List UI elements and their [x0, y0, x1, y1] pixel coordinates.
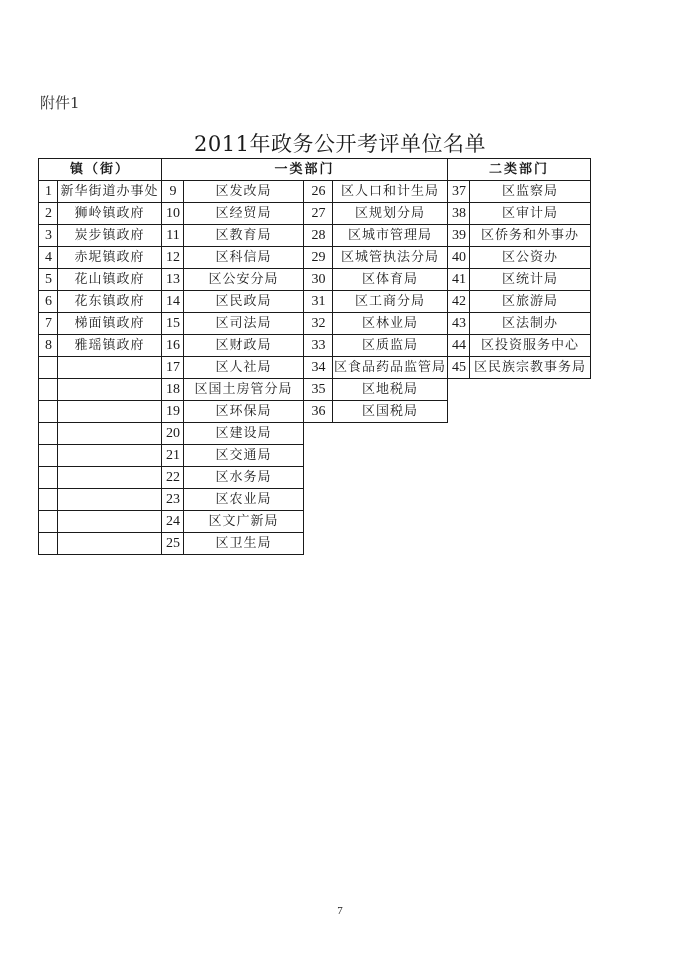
class1-number: 24	[162, 511, 184, 533]
class2-number: 40	[448, 247, 470, 269]
class1-number: 14	[162, 291, 184, 313]
empty-cell	[470, 379, 591, 401]
class1-number: 27	[304, 203, 333, 225]
class2-name: 区审计局	[470, 203, 591, 225]
town-name: 炭步镇政府	[58, 225, 162, 247]
table-row	[39, 379, 591, 401]
attachment-label: 附件1	[40, 94, 80, 112]
class1-name: 区体育局	[333, 269, 448, 291]
table-row	[39, 247, 591, 269]
class1-name: 区文广新局	[184, 511, 304, 533]
class1-number: 36	[304, 401, 333, 423]
class1-name: 区卫生局	[184, 533, 304, 555]
class1-name: 区公安分局	[184, 269, 304, 291]
table-row	[39, 533, 591, 555]
town-number: 6	[39, 291, 58, 313]
class1-name: 区国税局	[333, 401, 448, 423]
table-row	[39, 225, 591, 247]
empty-cell	[333, 533, 448, 555]
town-number: 8	[39, 335, 58, 357]
town-number-empty	[39, 357, 58, 379]
class1-number: 12	[162, 247, 184, 269]
table-row	[39, 489, 591, 511]
empty-cell	[470, 533, 591, 555]
empty-cell	[333, 511, 448, 533]
class2-number: 43	[448, 313, 470, 335]
town-name-empty	[58, 357, 162, 379]
class1-number: 35	[304, 379, 333, 401]
town-name-empty	[58, 445, 162, 467]
class1-number: 29	[304, 247, 333, 269]
class1-name: 区城管执法分局	[333, 247, 448, 269]
town-name-empty	[58, 467, 162, 489]
class1-name: 区环保局	[184, 401, 304, 423]
table-row	[39, 511, 591, 533]
class2-name: 区投资服务中心	[470, 335, 591, 357]
town-number: 7	[39, 313, 58, 335]
class1-number: 16	[162, 335, 184, 357]
class1-name: 区质监局	[333, 335, 448, 357]
town-number: 3	[39, 225, 58, 247]
class1-number: 23	[162, 489, 184, 511]
class1-number: 30	[304, 269, 333, 291]
class1-name: 区城市管理局	[333, 225, 448, 247]
class1-name: 区教育局	[184, 225, 304, 247]
empty-cell	[448, 423, 470, 445]
class1-name: 区林业局	[333, 313, 448, 335]
town-name-empty	[58, 423, 162, 445]
class1-name: 区水务局	[184, 467, 304, 489]
class1-name: 区发改局	[184, 181, 304, 203]
class2-number: 45	[448, 357, 470, 379]
class1-name: 区科信局	[184, 247, 304, 269]
empty-cell	[470, 445, 591, 467]
empty-cell	[448, 467, 470, 489]
class1-number: 32	[304, 313, 333, 335]
class1-name: 区人社局	[184, 357, 304, 379]
class1-name: 区交通局	[184, 445, 304, 467]
class1-number: 34	[304, 357, 333, 379]
class1-name: 区建设局	[184, 423, 304, 445]
class1-name: 区食品药品监管局	[333, 357, 448, 379]
table-row	[39, 423, 591, 445]
town-name-empty	[58, 533, 162, 555]
class2-number: 37	[448, 181, 470, 203]
town-number: 5	[39, 269, 58, 291]
empty-cell	[448, 489, 470, 511]
header-town: 镇（街）	[39, 159, 162, 181]
town-number: 4	[39, 247, 58, 269]
class1-number: 9	[162, 181, 184, 203]
town-name-empty	[58, 511, 162, 533]
class1-name: 区经贸局	[184, 203, 304, 225]
empty-cell	[304, 511, 333, 533]
page-number: 7	[337, 905, 343, 917]
table-row	[39, 445, 591, 467]
table-row	[39, 335, 591, 357]
class2-number: 42	[448, 291, 470, 313]
table-row	[39, 401, 591, 423]
empty-cell	[470, 401, 591, 423]
empty-cell	[304, 445, 333, 467]
table-row	[39, 313, 591, 335]
class1-number: 21	[162, 445, 184, 467]
class1-number: 20	[162, 423, 184, 445]
town-name: 梯面镇政府	[58, 313, 162, 335]
town-number-empty	[39, 511, 58, 533]
class1-number: 19	[162, 401, 184, 423]
class2-name: 区侨务和外事办	[470, 225, 591, 247]
class1-number: 25	[162, 533, 184, 555]
town-number: 1	[39, 181, 58, 203]
class2-number: 41	[448, 269, 470, 291]
class1-number: 10	[162, 203, 184, 225]
class2-name: 区统计局	[470, 269, 591, 291]
empty-cell	[470, 489, 591, 511]
town-number-empty	[39, 401, 58, 423]
town-name-empty	[58, 401, 162, 423]
empty-cell	[448, 533, 470, 555]
town-name: 赤坭镇政府	[58, 247, 162, 269]
empty-cell	[448, 401, 470, 423]
class1-number: 18	[162, 379, 184, 401]
town-number: 2	[39, 203, 58, 225]
class1-name: 区人口和计生局	[333, 181, 448, 203]
table-row	[39, 467, 591, 489]
empty-cell	[448, 379, 470, 401]
empty-cell	[470, 423, 591, 445]
unit-list-table	[38, 158, 591, 555]
class1-number: 26	[304, 181, 333, 203]
class2-name: 区监察局	[470, 181, 591, 203]
class1-name: 区农业局	[184, 489, 304, 511]
class1-name: 区民政局	[184, 291, 304, 313]
class2-name: 区法制办	[470, 313, 591, 335]
document-title: 2011年政务公开考评单位名单	[194, 132, 486, 156]
class1-number: 13	[162, 269, 184, 291]
class1-number: 15	[162, 313, 184, 335]
class1-name: 区国土房管分局	[184, 379, 304, 401]
empty-cell	[333, 423, 448, 445]
header-row	[39, 159, 591, 181]
empty-cell	[304, 489, 333, 511]
table-row	[39, 203, 591, 225]
empty-cell	[333, 467, 448, 489]
header-class2: 二类部门	[448, 159, 591, 181]
class1-number: 22	[162, 467, 184, 489]
table-row	[39, 181, 591, 203]
empty-cell	[470, 467, 591, 489]
town-name-empty	[58, 379, 162, 401]
class2-number: 39	[448, 225, 470, 247]
class2-name: 区旅游局	[470, 291, 591, 313]
empty-cell	[470, 511, 591, 533]
class1-number: 33	[304, 335, 333, 357]
empty-cell	[333, 445, 448, 467]
class1-number: 11	[162, 225, 184, 247]
town-name: 花山镇政府	[58, 269, 162, 291]
empty-cell	[448, 445, 470, 467]
empty-cell	[304, 467, 333, 489]
class1-number: 31	[304, 291, 333, 313]
town-number-empty	[39, 379, 58, 401]
class1-number: 28	[304, 225, 333, 247]
town-name: 狮岭镇政府	[58, 203, 162, 225]
table-row	[39, 291, 591, 313]
class1-name: 区规划分局	[333, 203, 448, 225]
town-number-empty	[39, 423, 58, 445]
class1-name: 区司法局	[184, 313, 304, 335]
class2-number: 44	[448, 335, 470, 357]
table-row	[39, 269, 591, 291]
town-name: 花东镇政府	[58, 291, 162, 313]
empty-cell	[448, 511, 470, 533]
empty-cell	[304, 533, 333, 555]
town-name-empty	[58, 489, 162, 511]
header-class1: 一类部门	[162, 159, 448, 181]
empty-cell	[304, 423, 333, 445]
table-row	[39, 357, 591, 379]
class1-name: 区地税局	[333, 379, 448, 401]
class1-number: 17	[162, 357, 184, 379]
class2-name: 区公资办	[470, 247, 591, 269]
class2-name: 区民族宗教事务局	[470, 357, 591, 379]
town-name: 雅瑶镇政府	[58, 335, 162, 357]
town-number-empty	[39, 445, 58, 467]
class1-name: 区财政局	[184, 335, 304, 357]
class1-name: 区工商分局	[333, 291, 448, 313]
empty-cell	[333, 489, 448, 511]
town-number-empty	[39, 489, 58, 511]
class2-number: 38	[448, 203, 470, 225]
town-number-empty	[39, 533, 58, 555]
town-number-empty	[39, 467, 58, 489]
town-name: 新华街道办事处	[58, 181, 162, 203]
